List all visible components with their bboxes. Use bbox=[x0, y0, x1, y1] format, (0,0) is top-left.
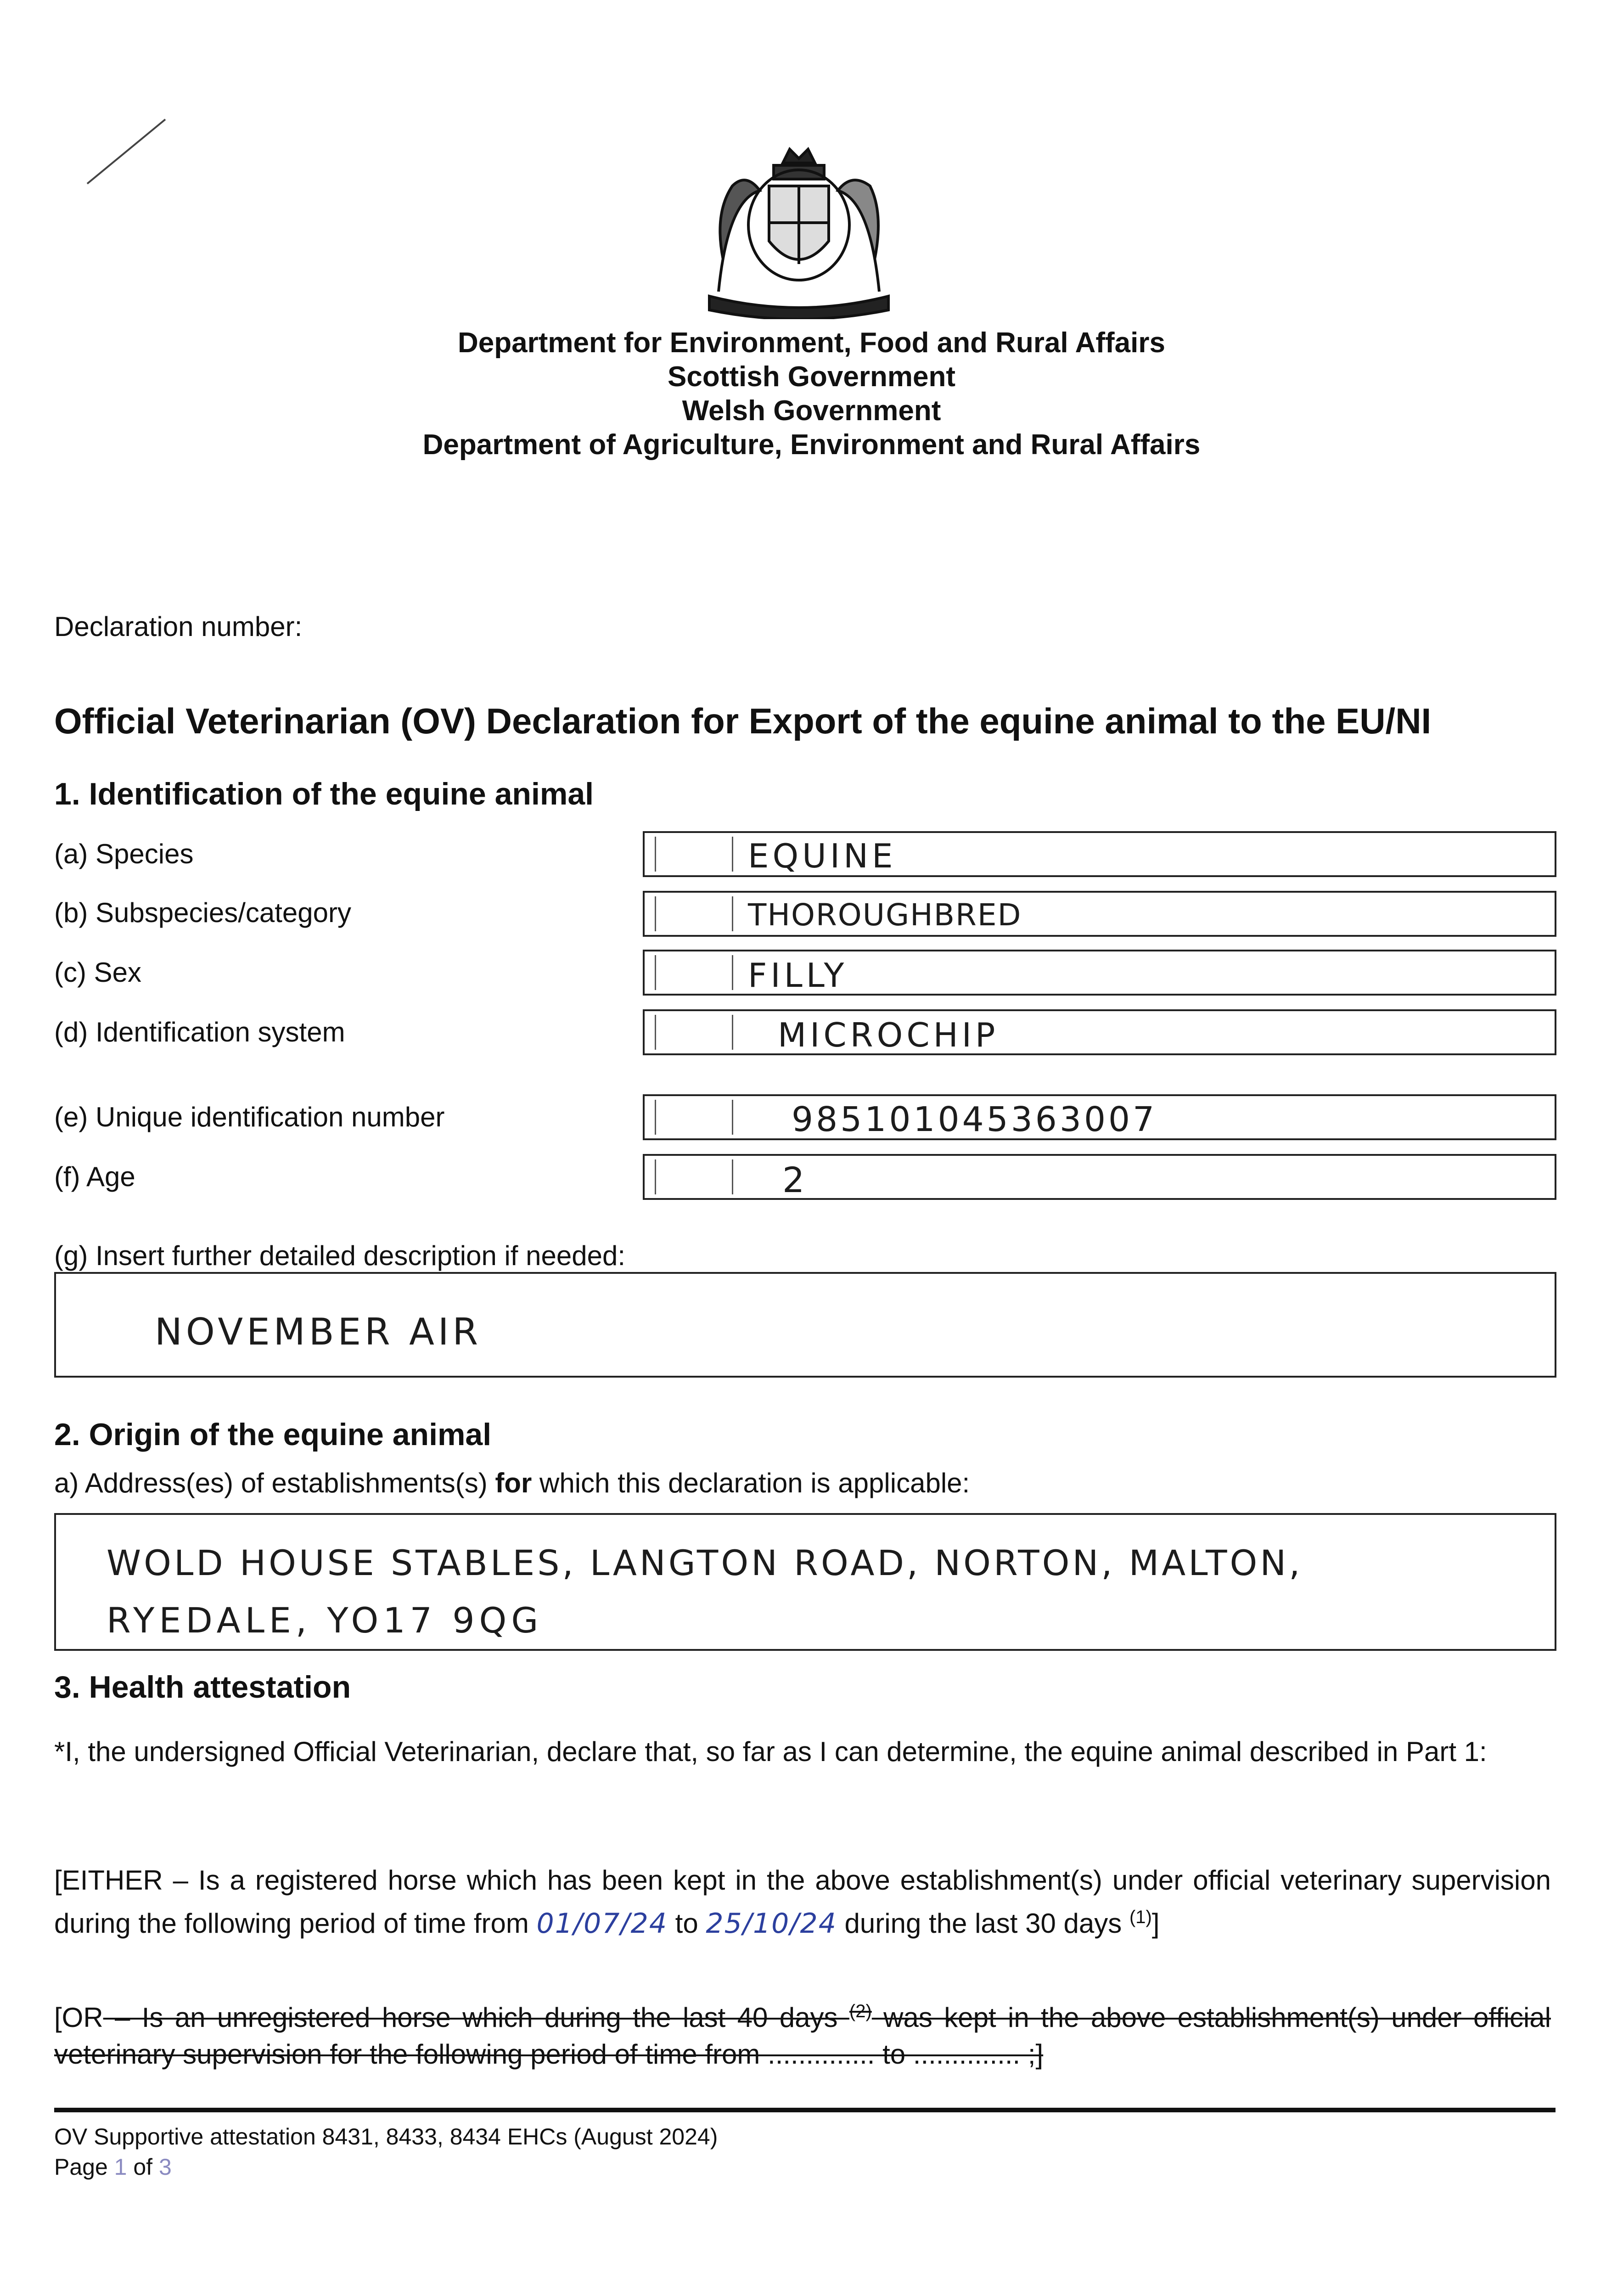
field-age[interactable] bbox=[643, 1154, 1556, 1200]
further-description-label: (g) Insert further detailed description if needed: bbox=[54, 1240, 626, 1271]
section1-heading: 1. Identification of the equine animal bbox=[54, 777, 594, 811]
field-age-value: 2 bbox=[782, 1159, 809, 1200]
field-uid-value: 985101045363007 bbox=[792, 1100, 1157, 1139]
health-intro: *I, the undersigned Official Veterinarian, declare that, so far as I can determine, the equine animal described in Part 1: bbox=[54, 1736, 1487, 1767]
address-line-1: WOLD HOUSE STABLES, LANGTON ROAD, NORTON, MALTON, bbox=[107, 1542, 1303, 1583]
page-number: Page 1 of 3 bbox=[54, 2154, 172, 2180]
either-clause: [EITHER – Is a registered horse which has been kept in the above establishment(s) under official veterinary supervision during the following period of time from 01/07/24 to 25/10/24 during the last 30 days $^{(1)}$] bbox=[54, 1865, 1551, 1940]
field-subspecies[interactable] bbox=[643, 891, 1556, 937]
either-from-date: 01/07/24 bbox=[536, 1908, 668, 1940]
field-species[interactable] bbox=[643, 831, 1556, 877]
address-label: a) Address(es) of establishments(s) for which this declaration is applicable: bbox=[54, 1468, 970, 1498]
field-label-age: (f) Age bbox=[54, 1161, 135, 1192]
field-sex[interactable] bbox=[643, 950, 1556, 996]
section2-heading: 2. Origin of the equine animal bbox=[54, 1417, 492, 1452]
field-id-system-value: MICROCHIP bbox=[778, 1016, 999, 1054]
field-label-sex: (c) Sex bbox=[54, 957, 142, 988]
field-subspecies-value: THOROUGHBRED bbox=[748, 897, 1022, 933]
royal-coat-of-arms-icon bbox=[691, 145, 907, 319]
department-4: Department of Agriculture, Environment and Rural Affairs bbox=[422, 429, 1201, 461]
pen-mark bbox=[83, 115, 174, 188]
address-line-2: RYEDALE, YO17 9QG bbox=[107, 1600, 543, 1641]
footer-divider bbox=[54, 2108, 1556, 2112]
address-field[interactable] bbox=[54, 1513, 1556, 1651]
department-2: Scottish Government bbox=[668, 361, 955, 393]
or-clause: [OR – Is an unregistered horse which during the last 40 days $^{(2)}$ was kept in the above establishment(s) under official veterinary supervision for the following period of time from .............. to .............. ;] bbox=[54, 2001, 1551, 2070]
field-label-species: (a) Species bbox=[54, 838, 194, 869]
field-id-system[interactable] bbox=[643, 1009, 1556, 1055]
further-description-value: NOVEMBER AIR bbox=[155, 1311, 482, 1353]
further-description-field[interactable] bbox=[54, 1272, 1556, 1378]
field-label-subspecies: (b) Subspecies/category bbox=[54, 897, 351, 928]
page-title: Official Veterinarian (OV) Declaration for Export of the equine animal to the EU/NI bbox=[54, 701, 1432, 741]
field-label-uid: (e) Unique identification number bbox=[54, 1102, 445, 1132]
field-species-value: EQUINE bbox=[748, 837, 897, 875]
department-3: Welsh Government bbox=[682, 395, 941, 427]
field-sex-value: FILLY bbox=[748, 956, 848, 995]
declaration-number-label: Declaration number: bbox=[54, 611, 303, 642]
department-1: Department for Environment, Food and Rural Affairs bbox=[458, 327, 1165, 359]
field-label-id-system: (d) Identification system bbox=[54, 1017, 345, 1047]
field-uid[interactable] bbox=[643, 1094, 1556, 1140]
section3-heading: 3. Health attestation bbox=[54, 1670, 351, 1705]
either-to-date: 25/10/24 bbox=[706, 1908, 837, 1940]
footer-reference: OV Supportive attestation 8431, 8433, 8434 EHCs (August 2024) bbox=[54, 2124, 718, 2150]
